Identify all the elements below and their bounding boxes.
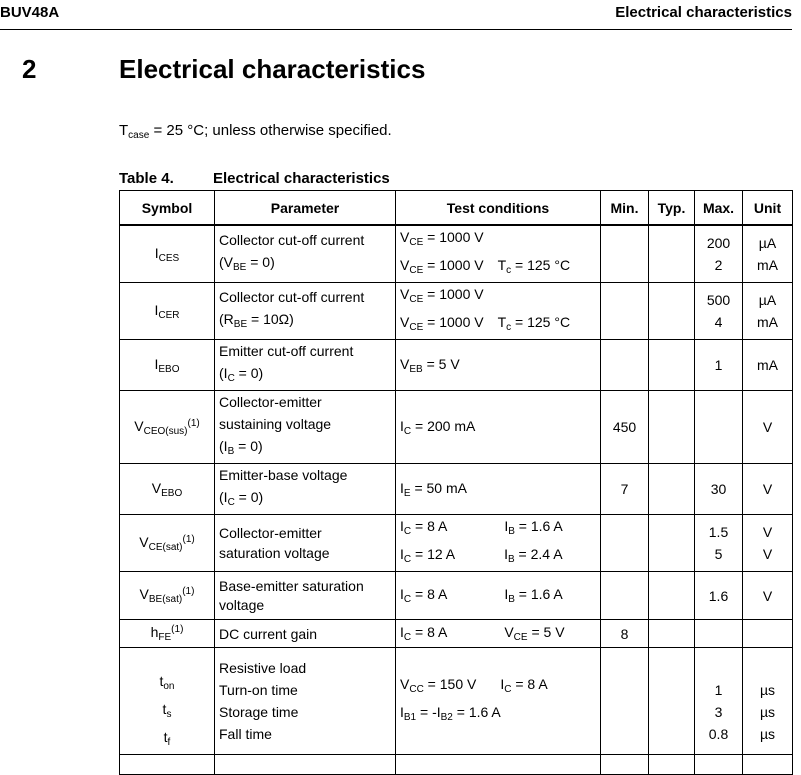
unit-cell: V V — [743, 515, 793, 572]
table-row — [120, 648, 793, 755]
max-cell: 1 — [695, 340, 743, 391]
doc-section-header: Electrical characteristics — [615, 4, 792, 21]
table-label: Table 4. — [119, 170, 174, 187]
intro-text: $T_{case} = 25$ °C; unless otherwise specified. — [119, 122, 392, 141]
symbol-cell: $I_{EBO}$ — [120, 340, 215, 391]
header-symbol: Symbol — [120, 191, 215, 226]
parameter-cell: Collector-emitter saturation voltage — [215, 515, 396, 572]
unit-cell: V — [743, 464, 793, 515]
table-row — [120, 464, 793, 515]
min-cell — [601, 572, 649, 620]
min-cell: 450 — [601, 391, 649, 464]
max-cell: 30 — [695, 464, 743, 515]
symbol-cell: $I_{CER}$ — [120, 283, 215, 340]
unit-cell: µA mA — [743, 283, 793, 340]
table-row — [120, 755, 793, 775]
test-conditions-cell: $V_{CE} = 1000$ V $V_{CE} = 1000$ V $T_c = 125$ °C — [396, 283, 601, 340]
table-row — [120, 391, 793, 464]
header-typ: Typ. — [649, 191, 695, 226]
unit-cell: µA mA — [743, 225, 793, 283]
max-cell: 1 3 0.8 — [695, 648, 743, 755]
min-cell — [601, 648, 649, 755]
test-conditions-cell: $V_{EB} = 5$ V — [396, 340, 601, 391]
unit-cell — [743, 620, 793, 648]
parameter-cell: Resistive load Turn-on time Storage time Fall time — [215, 648, 396, 755]
doc-part-number: BUV48A — [0, 4, 60, 21]
min-cell — [601, 283, 649, 340]
header-max: Max. — [695, 191, 743, 226]
max-cell — [695, 391, 743, 464]
unit-cell: V — [743, 391, 793, 464]
typ-cell — [649, 225, 695, 283]
parameter-cell: Base-emitter saturation voltage — [215, 572, 396, 620]
test-conditions-cell: $I_C = 8$ A $I_B = 1.6$ A $I_C = 12$ A $I_B = 2.4$ A — [396, 515, 601, 572]
min-cell — [601, 225, 649, 283]
header-divider — [0, 29, 792, 30]
test-conditions-cell: $V_{CC} = 150$ V $I_C = 8$ A $I_{B1} = -I_{B2} = 1.6$ A — [396, 648, 601, 755]
section-title: Electrical characteristics — [119, 54, 426, 84]
test-conditions-cell: $I_C = 8$ A $V_{CE} = 5$ V — [396, 620, 601, 648]
typ-cell — [649, 572, 695, 620]
max-cell: 1.6 — [695, 572, 743, 620]
section-number: 2 — [22, 54, 37, 84]
typ-cell — [649, 620, 695, 648]
unit-cell: µs µs µs — [743, 648, 793, 755]
test-conditions-cell: $I_E = 50$ mA — [396, 464, 601, 515]
table-header-row — [120, 191, 793, 226]
min-cell — [601, 515, 649, 572]
header-parameter: Parameter — [215, 191, 396, 226]
test-conditions-cell: $V_{CE} = 1000$ V $V_{CE} = 1000$ V $T_c = 125$ °C — [396, 225, 601, 283]
table-row — [120, 620, 793, 648]
parameter-cell: Emitter cut-off current $(I_C = 0)$ — [215, 340, 396, 391]
typ-cell — [649, 515, 695, 572]
table-row — [120, 515, 793, 572]
test-conditions-cell: $I_C = 8$ A $I_B = 1.6$ A — [396, 572, 601, 620]
parameter-cell: Emitter-base voltage $(I_C = 0)$ — [215, 464, 396, 515]
header-min: Min. — [601, 191, 649, 226]
typ-cell — [649, 648, 695, 755]
typ-cell — [649, 464, 695, 515]
table-row — [120, 340, 793, 391]
table-title: Electrical characteristics — [213, 170, 390, 187]
min-cell — [601, 340, 649, 391]
typ-cell — [649, 283, 695, 340]
typ-cell — [649, 391, 695, 464]
max-cell: 500 4 — [695, 283, 743, 340]
symbol-cell: $V_{BE(sat)}^{(1)}$ — [120, 572, 215, 620]
symbol-cell: $V_{CEO(sus)}^{(1)}$ — [120, 391, 215, 464]
parameter-cell: Collector cut-off current $(R_{BE} = 10\Omega)$ — [215, 283, 396, 340]
test-conditions-cell: $I_C = 200$ mA — [396, 391, 601, 464]
table-row — [120, 572, 793, 620]
parameter-cell: Collector cut-off current $(V_{BE} = 0)$ — [215, 225, 396, 283]
symbol-cell: $V_{CE(sat)}^{(1)}$ — [120, 515, 215, 572]
max-cell: 1.5 5 — [695, 515, 743, 572]
min-cell: 7 — [601, 464, 649, 515]
electrical-characteristics-table — [119, 190, 793, 775]
header-test-conditions: Test conditions — [396, 191, 601, 226]
table-row — [120, 225, 793, 283]
parameter-cell: DC current gain — [215, 620, 396, 648]
symbol-cell: $V_{EBO}$ — [120, 464, 215, 515]
typ-cell — [649, 340, 695, 391]
min-cell: 8 — [601, 620, 649, 648]
table-row — [120, 283, 793, 340]
unit-cell: mA — [743, 340, 793, 391]
table-caption — [119, 170, 390, 187]
max-cell — [695, 620, 743, 648]
symbol-cell: $h_{FE}^{(1)}$ — [120, 620, 215, 648]
parameter-cell: Collector-emitter sustaining voltage $(I_B = 0)$ — [215, 391, 396, 464]
symbol-cell: $I_{CES}$ — [120, 225, 215, 283]
unit-cell: V — [743, 572, 793, 620]
symbol-cell: $t_{on}$ $t_s$ $t_f$ — [120, 648, 215, 755]
header-unit: Unit — [743, 191, 793, 226]
max-cell: 200 2 — [695, 225, 743, 283]
